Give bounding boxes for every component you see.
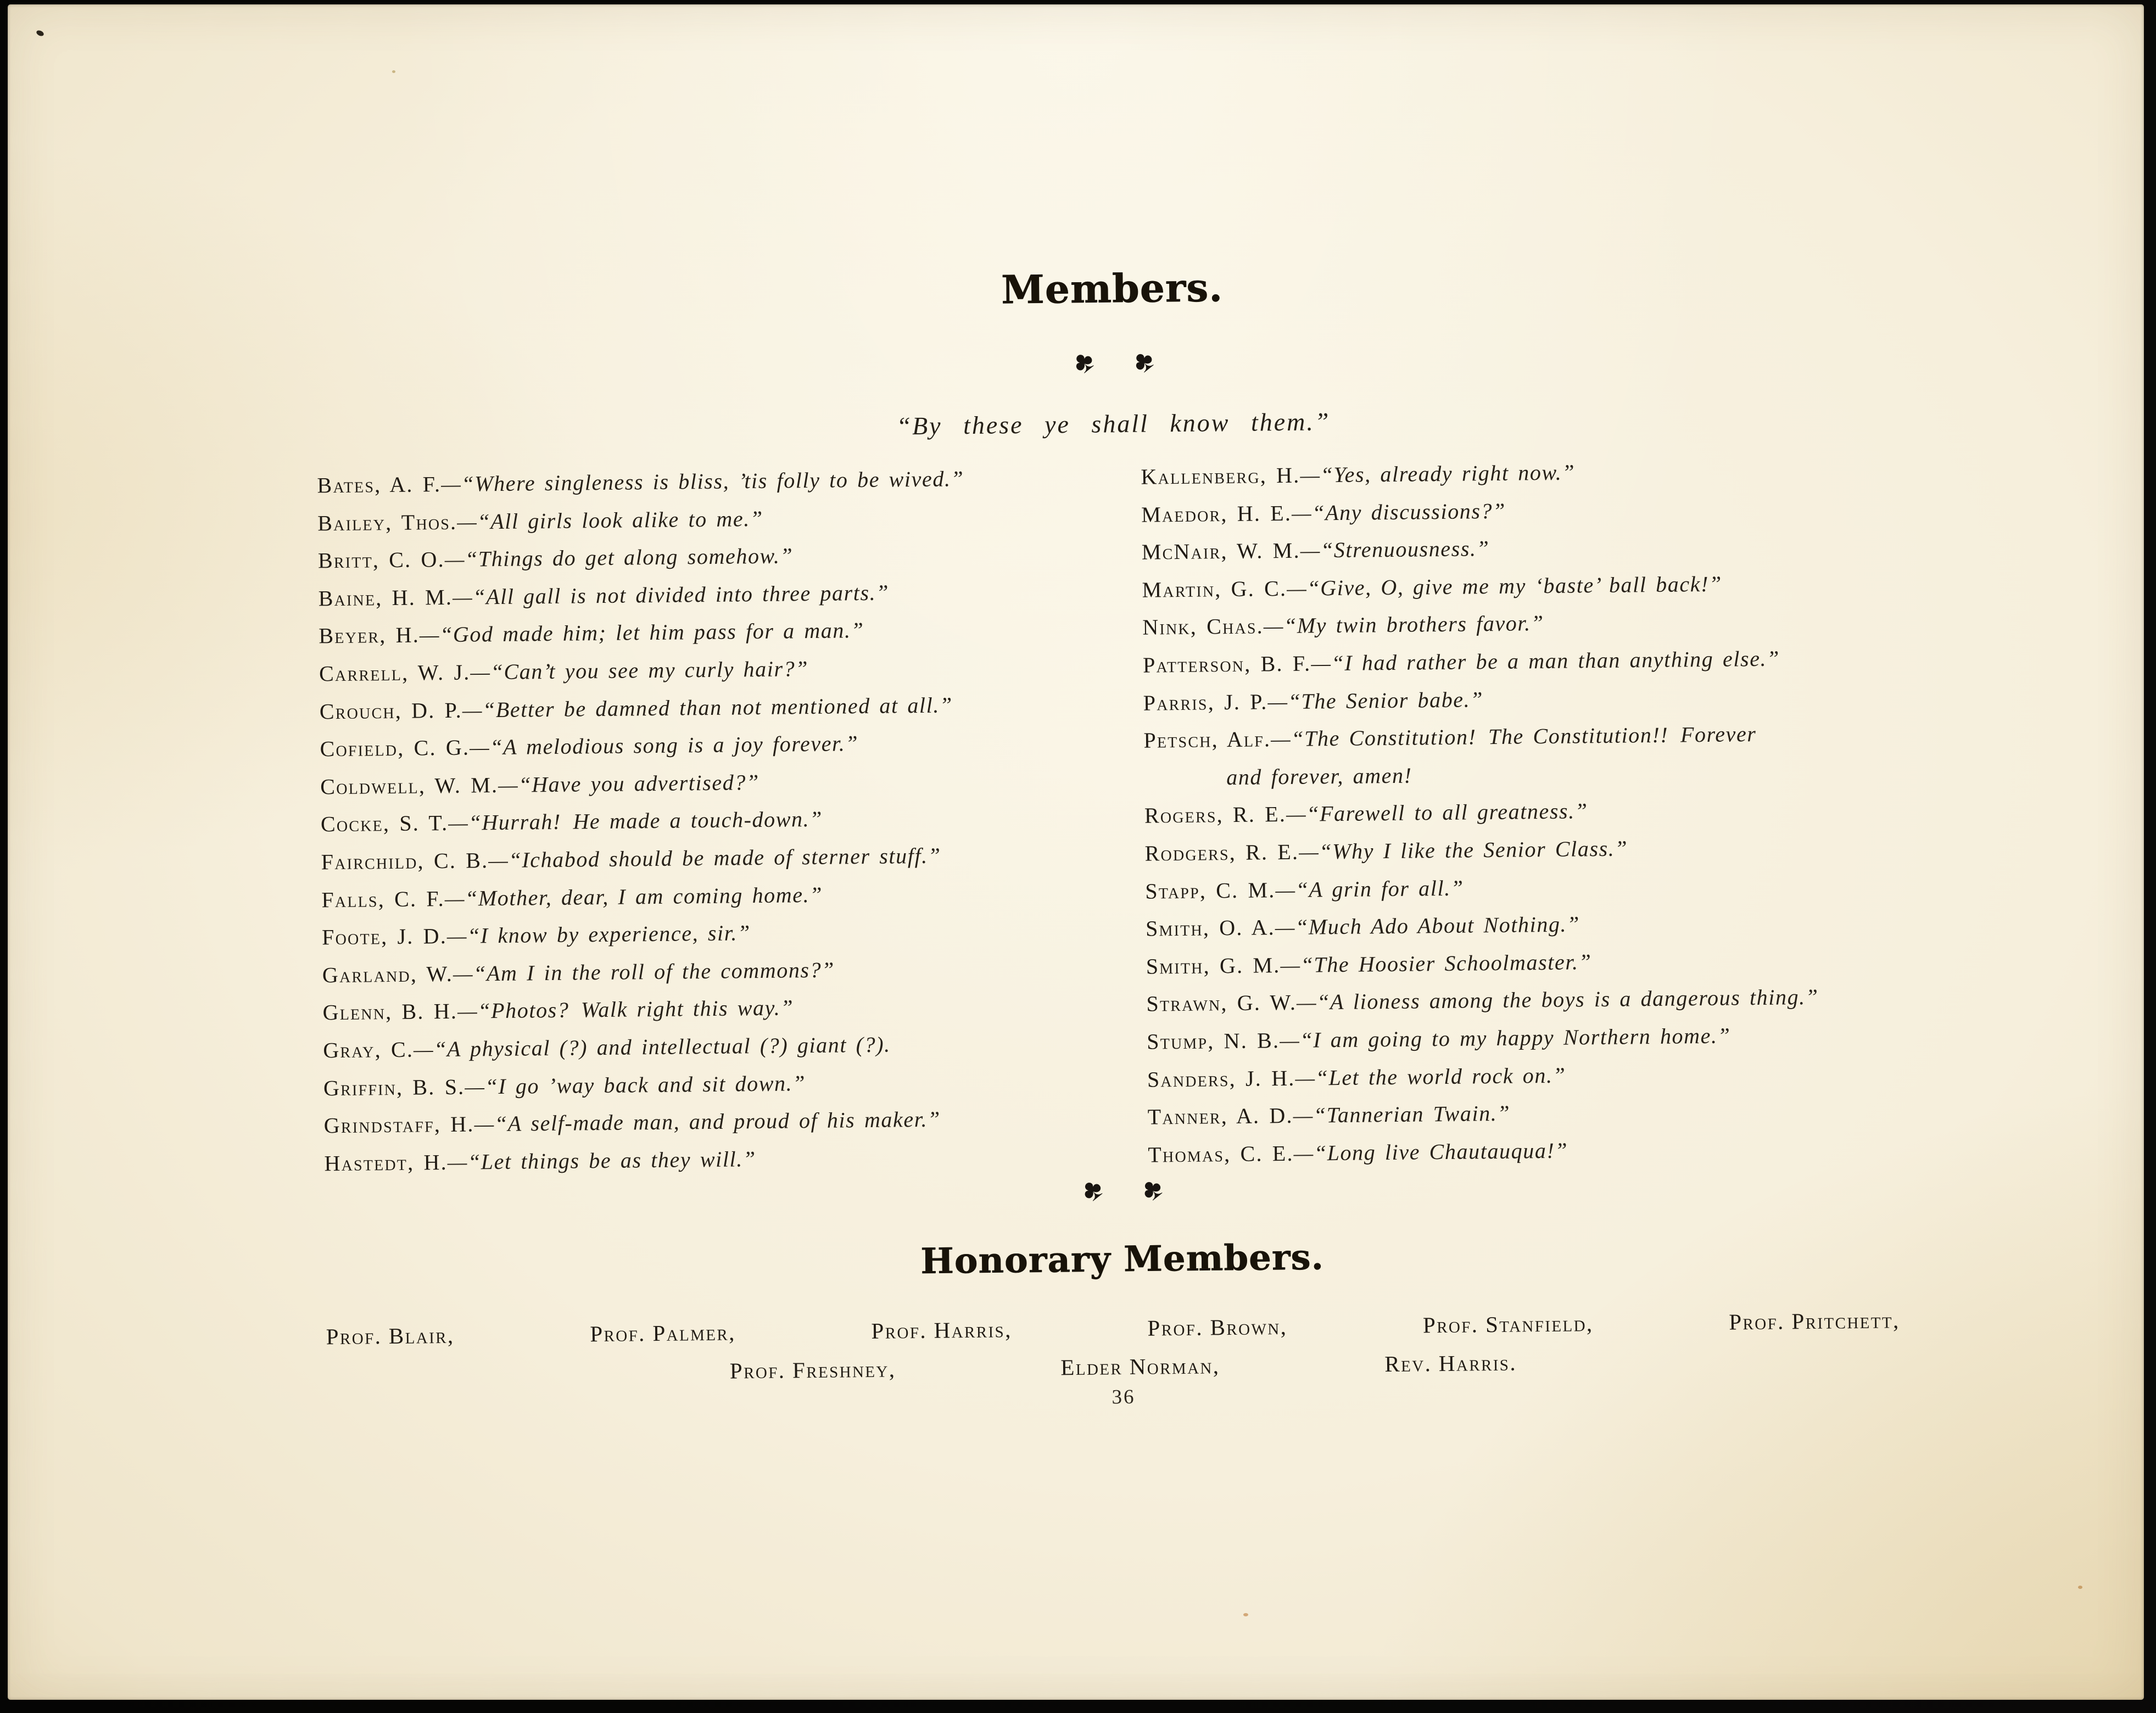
member-quote: —“Ichabod should be made of sterner stuff.”	[488, 843, 941, 873]
member-quote: —“Things do get along somehow.”	[444, 543, 794, 572]
member-name: Martin, G. C.	[1142, 575, 1287, 602]
member-quote: —“The Constitution! The Constitution!! Forever	[1270, 721, 1757, 752]
member-quote: —“I know by experience, sir.”	[446, 920, 751, 949]
scanned-page	[8, 4, 2144, 1700]
member-name: Bates, A. F.	[317, 472, 442, 498]
member-name: Fairchild, C. B.	[321, 848, 489, 875]
fleuron-ornament-row	[3, 334, 2140, 390]
honorary-member-name: Prof. Palmer,	[590, 1319, 736, 1347]
member-name: Smith, G. M.	[1146, 952, 1281, 979]
member-quote: —“Photos? Walk right this way.”	[457, 995, 794, 1024]
member-name: Maedor, H. E.	[1141, 500, 1292, 527]
honorary-member-name: Prof. Stanfield,	[1422, 1311, 1594, 1338]
honorary-member-name: Prof. Blair,	[326, 1322, 455, 1350]
fleuron-icon: ♣	[1074, 1171, 1110, 1209]
member-name: Cofield, C. G.	[320, 735, 470, 762]
member-name: Falls, C. F.	[321, 886, 445, 912]
member-quote: —“Long live Chautauqua!”	[1293, 1138, 1568, 1166]
members-column-right	[1141, 450, 1956, 1174]
member-name: Gray, C.	[323, 1037, 414, 1063]
member-quote: —“Am I in the roll of the commons?”	[453, 957, 835, 986]
member-name: Thomas, C. E.	[1148, 1140, 1294, 1167]
member-name: Sanders, J. H.	[1147, 1065, 1295, 1092]
member-name: Crouch, D. P.	[319, 697, 463, 724]
member-quote: —“I am going to my happy Northern home.”	[1280, 1023, 1731, 1053]
member-name: McNair, W. M.	[1141, 538, 1301, 564]
member-quote: —“Can’t you see my curly hair?”	[470, 656, 809, 685]
member-name: Baine, H. M.	[318, 584, 453, 611]
member-quote: —“Tannerian Twain.”	[1293, 1100, 1511, 1128]
member-quote: —“Yes, already right now.”	[1300, 460, 1576, 488]
member-quote: —“Any discussions?”	[1291, 498, 1506, 525]
member-name: Stump, N. B.	[1147, 1028, 1280, 1054]
member-name: Stapp, C. M.	[1145, 877, 1276, 904]
honorary-member-name: Prof. Pritchett,	[1729, 1307, 1900, 1335]
member-quote: —“I go ’way back and sit down.”	[465, 1070, 806, 1099]
member-quote: —“A grin for all.”	[1275, 875, 1464, 902]
member-name: Parris, J. P.	[1143, 688, 1268, 715]
member-quote: —“Let the world rock on.”	[1295, 1062, 1566, 1090]
members-column-left	[317, 458, 1146, 1183]
member-quote: —“Give, O, give me my ‘baste’ ball back!”	[1286, 571, 1723, 601]
honorary-members-title: Honorary Members.	[920, 1236, 1325, 1283]
member-quote: —“Why I like the Senior Class.”	[1299, 836, 1628, 864]
member-name: Rodgers, R. E.	[1144, 839, 1299, 866]
member-quote: —“I had rather be a man than anything else.”	[1311, 646, 1780, 676]
member-entry	[1143, 713, 1951, 797]
member-quote: —“A lioness among the boys is a dangerous thing.”	[1296, 984, 1819, 1015]
member-name: Glenn, B. H.	[322, 999, 458, 1025]
member-quote-continued: and forever, amen!	[1226, 763, 1412, 790]
member-name: Carrell, W. J.	[319, 659, 471, 686]
honorary-member-name: Prof. Brown,	[1147, 1314, 1288, 1341]
member-quote: —“Much Ado About Nothing.”	[1275, 911, 1580, 940]
member-quote: —“Mother, dear, I am coming home.”	[444, 882, 823, 911]
member-quote: —“Strenuousness.”	[1300, 536, 1490, 563]
page-number: 36	[1111, 1385, 1136, 1409]
honorary-members-row	[326, 1307, 1900, 1350]
member-name: Nink, Chas.	[1142, 613, 1264, 640]
member-name: Patterson, B. F.	[1142, 651, 1311, 678]
member-quote: —“The Hoosier Schoolmaster.”	[1280, 949, 1592, 977]
member-name: Tanner, A. D.	[1147, 1102, 1293, 1129]
member-quote: —“Better be damned than not mentioned at all.”	[462, 692, 953, 723]
honorary-member-name: Elder Norman,	[1060, 1353, 1220, 1380]
member-name: Foote, J. D.	[321, 923, 448, 950]
member-quote: —“Where singleness is bliss, ’tis folly to be wived.”	[441, 466, 964, 497]
member-quote: —“Farewell to all greatness.”	[1286, 798, 1588, 827]
member-name: Coldwell, W. M.	[320, 772, 499, 799]
page-title: Members.	[1001, 264, 1224, 313]
member-quote: —“The Senior babe.”	[1267, 686, 1484, 714]
member-name: Beyer, H.	[319, 622, 420, 648]
honorary-member-name: Prof. Freshney,	[729, 1356, 896, 1384]
member-name: Bailey, Thos.	[317, 509, 457, 536]
honorary-member-name: Prof. Harris,	[871, 1317, 1012, 1343]
member-quote: —“Have you advertised?”	[498, 769, 760, 797]
member-quote: —“A self-made man, and proud of his maker.”	[474, 1106, 941, 1137]
member-name: Britt, C. O.	[317, 547, 445, 573]
member-name: Kallenberg, H.	[1141, 462, 1300, 489]
member-name: Rogers, R. E.	[1144, 802, 1287, 828]
member-quote: —“A melodious song is a joy forever.”	[469, 731, 859, 760]
member-quote: —“God made him; let him pass for a man.”	[419, 618, 864, 647]
member-name: Griffin, B. S.	[323, 1074, 465, 1100]
member-quote: —“Let things be as they will.”	[447, 1146, 756, 1174]
member-quote: —“All gall is not divided into three parts.”	[452, 580, 890, 609]
fleuron-icon: ♣	[1065, 343, 1101, 381]
honorary-member-name: Rev. Harris.	[1384, 1350, 1517, 1377]
member-name: Hastedt, H.	[324, 1149, 448, 1176]
member-name: Petsch, Alf.	[1143, 726, 1271, 753]
member-name: Garland, W.	[322, 961, 454, 988]
member-quote: —“Hurrah! He made a touch-down.”	[448, 807, 823, 836]
member-name: Cocke, S. T.	[320, 810, 449, 837]
member-quote: —“My twin brothers favor.”	[1263, 611, 1544, 639]
motto-quote: “By these ye shall know them.”	[896, 407, 1331, 440]
member-quote: —“A physical (?) and intellectual (?) giant (?).	[413, 1032, 891, 1062]
fleuron-icon: ♣	[1125, 342, 1161, 380]
member-name: Grindstaff, H.	[323, 1111, 474, 1138]
member-name: Smith, O. A.	[1145, 915, 1276, 941]
member-quote: —“All girls look alike to me.”	[456, 506, 763, 534]
member-name: Strawn, G. W.	[1146, 990, 1297, 1016]
fleuron-icon: ♣	[1133, 1170, 1170, 1208]
